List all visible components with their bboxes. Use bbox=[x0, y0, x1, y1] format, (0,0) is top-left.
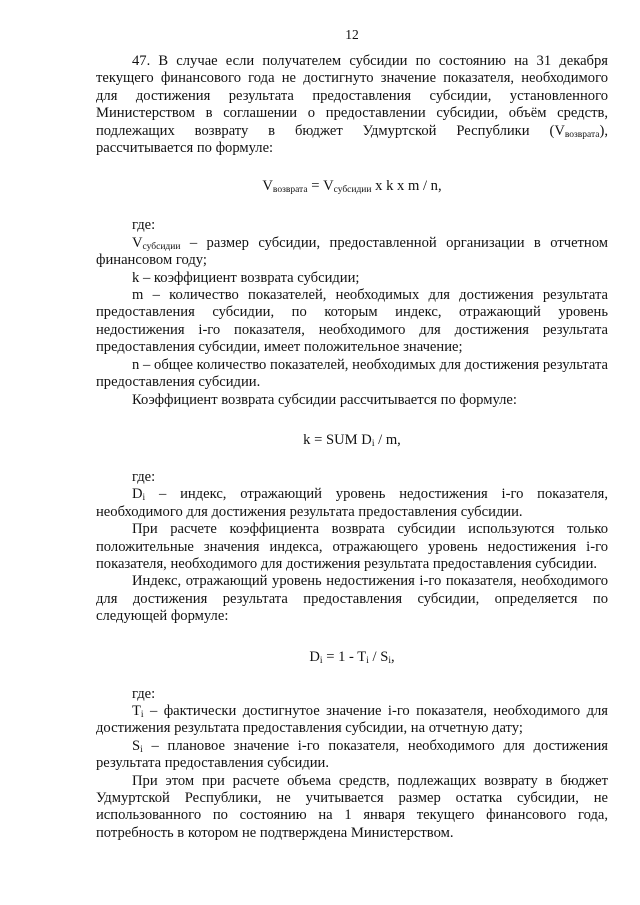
definition-symbol: T bbox=[132, 702, 141, 719]
formula-return-volume bbox=[96, 177, 608, 195]
formula-term: x k x m / n, bbox=[371, 178, 442, 195]
definition-m: m – количество показателей, необходимых для достижения результата предоставления субсидии, по которым индекс, отражающий уровень недостижения i-го показателя, необходимого для достижения результата предоставления субсидии, имеет положительное значение; bbox=[96, 287, 608, 356]
definition-subscript: i bbox=[142, 493, 146, 504]
formula-index bbox=[96, 648, 608, 666]
formula-term: k = SUM D bbox=[303, 431, 372, 448]
where-label: где: bbox=[132, 217, 156, 234]
paragraph-final: При этом при расчете объема средств, подлежащих возврату в бюджет Удмуртской Республики, не учитывается размер остатка субсидии, не использованного по состоянию на 1 января текущего финансового года, потребность в котором не подтверждена Министерством. bbox=[96, 772, 608, 841]
formula-subscript: возврата bbox=[272, 185, 308, 196]
subscript-return: возврата bbox=[564, 129, 600, 140]
formula-term: V bbox=[262, 178, 273, 195]
definition-t bbox=[96, 703, 608, 738]
paragraph-47-end: ), рассчитывается по формуле: bbox=[96, 122, 608, 157]
definition-text: – размер субсидии, предоставленной организации в отчетном финансовом году; bbox=[96, 234, 608, 269]
definition-text: – фактически достигнутое значение i-го показателя, необходимого для достижения результата предоставления субсидии, на отчетную дату; bbox=[96, 702, 608, 737]
definition-subscript: i bbox=[140, 709, 144, 720]
definition-text: – индекс, отражающий уровень недостижения i-го показателя, необходимого для достижения результата предоставления субсидии. bbox=[96, 486, 608, 520]
formula-subscript: субсидии bbox=[333, 185, 372, 196]
where-label: где: bbox=[132, 685, 156, 702]
paragraph-calculation: При расчете коэффициента возврата субсидии используются только положительные значения индекса, отражающего уровень недостижения i-го показателя, необходимого для достижения результата предоставления субсидии. bbox=[96, 521, 608, 572]
formula-subscript: i bbox=[319, 655, 323, 666]
paragraph-index: Индекс, отражающий уровень недостижения i-го показателя, необходимого для достижения результата предоставления субсидии, определяется по следующей формуле: bbox=[96, 573, 608, 625]
definition-n: n – общее количество показателей, необходимых для достижения результата предоставления субсидии. bbox=[96, 356, 608, 391]
where-label: где: bbox=[132, 468, 156, 485]
definition-symbol: S bbox=[132, 737, 141, 754]
formula-subscript: i bbox=[388, 655, 391, 666]
paragraph-47 bbox=[96, 53, 608, 157]
page-number: 12 bbox=[345, 27, 359, 42]
definition-symbol: V bbox=[132, 234, 143, 251]
formula-term: = 1 - T bbox=[322, 648, 367, 665]
definition-k: k – коэффициент возврата субсидии; bbox=[132, 269, 360, 286]
formula-term: = V bbox=[307, 178, 334, 195]
definition-d bbox=[96, 486, 608, 521]
definition-subscript: i bbox=[140, 744, 143, 755]
coefficient-intro: Коэффициент возврата субсидии рассчитывается по формуле: bbox=[132, 391, 517, 408]
definition-symbol: D bbox=[132, 486, 143, 503]
definition-text: – плановое значение i-го показателя, необходимого для достижения результата предоставления субсидии. bbox=[96, 737, 608, 772]
formula-term: , bbox=[390, 648, 395, 665]
paragraph-47-text: 47. В случае если получателем субсидии по состоянию на 31 декабря текущего финансового года не достигнуто значение показателя, необходимого для достижения результата предоставления субсидии, установленного Министерством в соглашении о предоставлении субсидии, объём средств, подлежащих возврату в бюджет Удмуртской Республики (V bbox=[96, 53, 608, 139]
formula-term: / S bbox=[368, 648, 389, 665]
formula-subscript: i bbox=[371, 438, 375, 449]
formula-coefficient bbox=[96, 431, 608, 449]
definition-subscript: субсидии bbox=[142, 241, 181, 252]
formula-subscript: i bbox=[366, 655, 369, 666]
definition-s bbox=[96, 738, 608, 773]
formula-term: D bbox=[309, 648, 320, 665]
formula-term: / m, bbox=[374, 431, 401, 448]
definition-v-subsidy bbox=[96, 235, 608, 270]
